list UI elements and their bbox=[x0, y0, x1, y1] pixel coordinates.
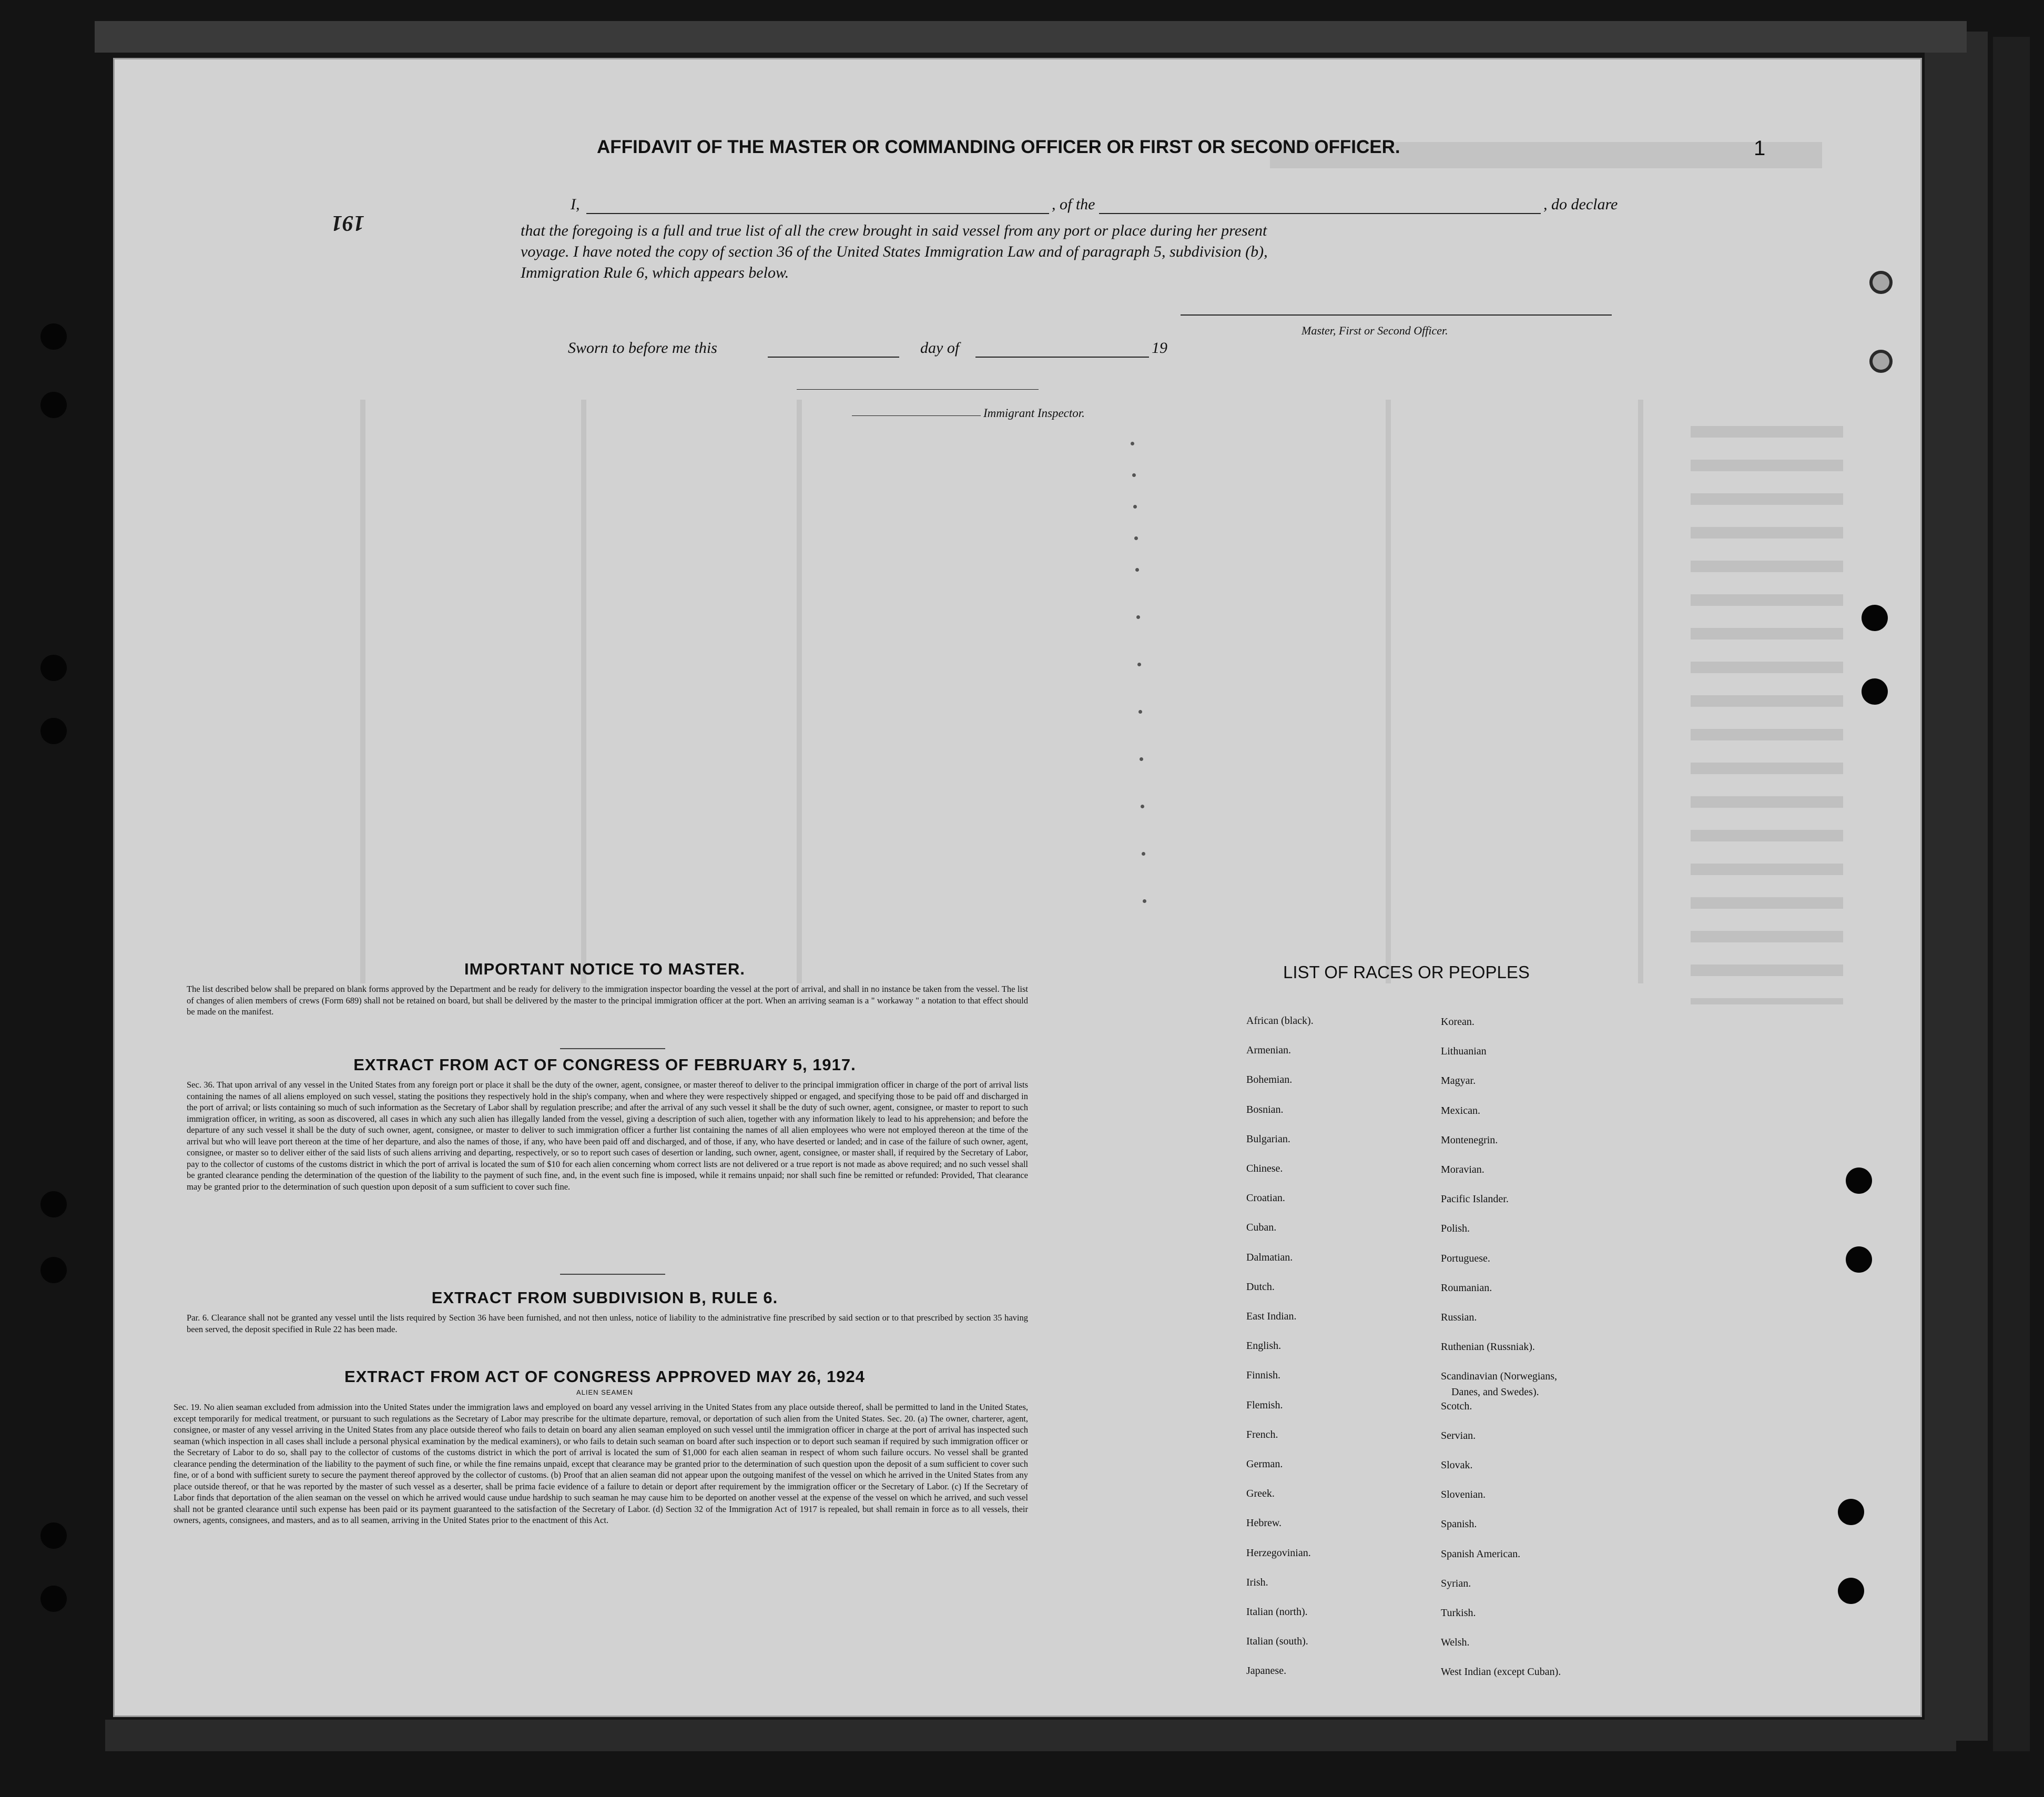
race-right-continuation: Danes, and Swedes). bbox=[1451, 1386, 1539, 1398]
bleed-dot bbox=[1143, 899, 1146, 903]
race-left-item: Italian (north). bbox=[1246, 1606, 1308, 1618]
binder-hole bbox=[40, 655, 67, 681]
master-signature-line bbox=[1181, 314, 1612, 316]
bleed-dot bbox=[1136, 615, 1140, 619]
sworn-month-line bbox=[975, 357, 1149, 358]
page-stack-edge-bottom bbox=[105, 1720, 1956, 1751]
race-right-item: Magyar. bbox=[1441, 1075, 1476, 1087]
race-right-item: Russian. bbox=[1441, 1312, 1477, 1323]
affidavit-body-line-2: voyage. I have noted the copy of section 36 of the United States Immigration Law and of paragraph 5, subdivision (b), bbox=[521, 243, 1268, 260]
race-right-item: Slovenian. bbox=[1441, 1489, 1486, 1500]
race-left-item: Italian (south). bbox=[1246, 1636, 1308, 1647]
race-left-item: Cuban. bbox=[1246, 1222, 1277, 1233]
bleed-through-rows bbox=[1691, 426, 1843, 1004]
binder-hole bbox=[1862, 605, 1888, 631]
race-left-item: Flemish. bbox=[1246, 1399, 1283, 1411]
binder-hole bbox=[1869, 271, 1893, 294]
race-left-item: Chinese. bbox=[1246, 1163, 1283, 1174]
binder-hole bbox=[1846, 1167, 1872, 1194]
binder-hole bbox=[1869, 350, 1893, 373]
race-left-item: English. bbox=[1246, 1340, 1282, 1352]
binder-hole bbox=[40, 1257, 67, 1283]
race-right-item: Ruthenian (Russniak). bbox=[1441, 1341, 1535, 1353]
extract-1917-title: EXTRACT FROM ACT OF CONGRESS OF FEBRUARY 5, 1917. bbox=[353, 1055, 856, 1074]
race-left-item: Bosnian. bbox=[1246, 1104, 1284, 1115]
bleed-dot bbox=[1134, 536, 1138, 540]
inspector-line-upper bbox=[797, 389, 1039, 390]
race-right-item: Lithuanian bbox=[1441, 1045, 1487, 1057]
race-left-item: Herzegovinian. bbox=[1246, 1547, 1311, 1559]
race-right-item: Montenegrin. bbox=[1441, 1134, 1498, 1146]
races-title: LIST OF RACES OR PEOPLES bbox=[1283, 962, 1530, 982]
page-number: 191 bbox=[331, 211, 364, 235]
race-right-item: Spanish. bbox=[1441, 1518, 1477, 1530]
race-left-item: Irish. bbox=[1246, 1577, 1268, 1588]
affidavit-of-the-label: , of the bbox=[1052, 196, 1095, 213]
bleed-dot bbox=[1133, 505, 1137, 509]
vessel-name-line bbox=[1099, 213, 1541, 214]
bleed-through-column-4 bbox=[1386, 400, 1391, 983]
binder-hole bbox=[40, 1522, 67, 1549]
race-right-item: Scandinavian (Norwegians, bbox=[1441, 1370, 1558, 1382]
race-left-item: Dutch. bbox=[1246, 1281, 1275, 1293]
bleed-dot bbox=[1132, 473, 1136, 477]
extract-rule6-title: EXTRACT FROM SUBDIVISION B, RULE 6. bbox=[431, 1288, 778, 1307]
race-right-item: Slovak. bbox=[1441, 1459, 1473, 1471]
bleed-dot bbox=[1137, 663, 1141, 666]
affidavit-i-label: I, bbox=[571, 196, 580, 213]
notice-title: IMPORTANT NOTICE TO MASTER. bbox=[464, 960, 745, 978]
race-right-item: Welsh. bbox=[1441, 1637, 1470, 1648]
race-right-item: Turkish. bbox=[1441, 1607, 1476, 1619]
day-of-label: day of bbox=[920, 339, 960, 357]
binder-hole bbox=[1862, 678, 1888, 705]
race-left-item: Bulgarian. bbox=[1246, 1133, 1290, 1145]
manifest-page bbox=[113, 58, 1922, 1717]
inspector-label: Immigrant Inspector. bbox=[983, 407, 1085, 420]
sworn-label: Sworn to before me this bbox=[568, 339, 717, 357]
race-right-item: Scotch. bbox=[1441, 1400, 1472, 1412]
notice-text: The list described below shall be prepared on blank forms approved by the Department and be ready for delivery to the immigration inspector boarding the vessel at the port of arrival, and shall in no instance be taken from the vessel. The list of changes of alien members of crews (Form 689) shall not be retained on board, but shall be delivered by the master to the principal immigration officer at the port. When an arriving seaman is a " workaway " a notation to that effect should be made on the manifest. bbox=[187, 984, 1028, 1017]
race-left-item: Croatian. bbox=[1246, 1192, 1285, 1204]
bleed-through-column-2 bbox=[581, 400, 586, 983]
binder-hole bbox=[1838, 1499, 1864, 1525]
race-left-item: German. bbox=[1246, 1458, 1283, 1470]
year-prefix: 19 bbox=[1152, 339, 1167, 357]
bleed-dot bbox=[1131, 442, 1134, 445]
binder-hole bbox=[40, 1191, 67, 1217]
master-name-line bbox=[586, 213, 1049, 214]
page-stack-edge-top bbox=[95, 21, 1967, 53]
master-signature-label: Master, First or Second Officer. bbox=[1301, 324, 1448, 337]
race-left-item: Armenian. bbox=[1246, 1044, 1291, 1056]
affidavit-body-line-1: that the foregoing is a full and true list of all the crew brought in said vessel from any port or place during her present bbox=[521, 222, 1267, 239]
race-right-item: Roumanian. bbox=[1441, 1282, 1492, 1294]
race-right-item: Pacific Islander. bbox=[1441, 1193, 1509, 1205]
corner-mark: 1 bbox=[1754, 137, 1766, 160]
bleed-dot bbox=[1135, 568, 1139, 572]
bleed-through-column-3 bbox=[797, 400, 802, 983]
race-left-item: Hebrew. bbox=[1246, 1517, 1282, 1529]
race-left-item: Dalmatian. bbox=[1246, 1252, 1293, 1263]
race-right-item: West Indian (except Cuban). bbox=[1441, 1666, 1561, 1678]
race-left-item: Greek. bbox=[1246, 1488, 1275, 1499]
race-right-item: Servian. bbox=[1441, 1430, 1476, 1441]
race-left-item: French. bbox=[1246, 1429, 1278, 1440]
extract-1924-text: Sec. 19. No alien seaman excluded from admission into the United States under the immigration laws and employed on board any vessel arriving in the United States from any place outside thereof, shall be permitted to land in the United States, except temporarily for medical treatment, or pursuant to such regulations as the Secretary of Labor may prescribe for the ultimate departure, removal, or deportation of such alien from the United States. Sec. 20. (a) The owner, charterer, agent, consignee, or master of any vessel arriving in the United States from any place outside thereof who fails to detain on board any alien seaman employed on such vessel until the immigration officer in charge at the port of arrival has inspected such seaman (which inspection in all cases shall include a personal physical examination by the medical examiners), or who fails to detain such seaman on board after such inspection or to deport such seaman if required by such immigration officer or the Secretary of Labor to do so, shall pay to the collector of customs of the customs district in which the port of arrival is located the sum of $1,000 for each alien seaman in respect of whom such failure occurs. No vessel shall be granted clearance pending the determination of the liability to the payment of such fine, or while the fine remains unpaid, except that clearance may be granted prior to the determination of such question upon the deposit of a sum sufficient to cover such fine, or of a bond with sufficient surety to secure the payment thereof approved by the collector of customs. (b) Proof that an alien seaman did not appear upon the outgoing manifest of the vessel on which he arrived in the United States from any place outside thereof, or that he was reported by the master of such vessel as a deserter, shall be prima facie evidence of a failure to detain or deport after requirement by the immigration officer or the Secretary of Labor. (c) If the Secretary of Labor finds that deportation of the alien seaman on the vessel on which he arrived would cause undue hardship to such seaman he may cause him to be deported on another vessel at the expense of the vessel on which he arrived, and such vessel shall not be granted clearance until such expense has been paid or its payment guaranteed to the satisfaction of the Secretary of Labor. (d) Section 32 of the Immigration Act of 1917 is repealed, but shall remain in force as to all vessels, their owners, agents, consignees, and masters, and as to all seamen, arriving in the United States prior to the enactment of this Act. bbox=[174, 1402, 1028, 1525]
race-right-item: Moravian. bbox=[1441, 1164, 1484, 1175]
bleed-dot bbox=[1142, 852, 1145, 856]
inspector-line bbox=[852, 415, 981, 416]
extract-1924-subtitle: ALIEN SEAMEN bbox=[576, 1388, 634, 1396]
bleed-dot bbox=[1141, 805, 1144, 808]
bleed-dot bbox=[1140, 757, 1143, 761]
race-left-item: Finnish. bbox=[1246, 1369, 1281, 1381]
race-left-item: African (black). bbox=[1246, 1015, 1314, 1027]
race-right-item: Portuguese. bbox=[1441, 1253, 1490, 1264]
bleed-through-column-5 bbox=[1638, 400, 1643, 983]
binder-hole bbox=[40, 392, 67, 418]
race-left-item: East Indian. bbox=[1246, 1311, 1297, 1322]
extract-1924-title: EXTRACT FROM ACT OF CONGRESS APPROVED MAY 26, 1924 bbox=[344, 1367, 865, 1386]
affidavit-body-line-3: Immigration Rule 6, which appears below. bbox=[521, 264, 789, 281]
binder-hole bbox=[1846, 1246, 1872, 1273]
binder-hole bbox=[40, 1586, 67, 1612]
extract-1917-separator bbox=[560, 1274, 665, 1275]
race-right-item: Mexican. bbox=[1441, 1105, 1480, 1116]
binder-hole bbox=[40, 323, 67, 350]
extract-rule6-text: Par. 6. Clearance shall not be granted any vessel until the lists required by Section 36 have been furnished, and not then unless, notice of liability to the administrative fine prescribed by said section or to that prescribed by section 35 having been served, the deposit specified in Rule 22 has been made. bbox=[187, 1313, 1028, 1334]
binder-hole bbox=[40, 718, 67, 744]
race-left-item: Bohemian. bbox=[1246, 1074, 1293, 1085]
race-left-item: Japanese. bbox=[1246, 1665, 1287, 1677]
bleed-dot bbox=[1138, 710, 1142, 714]
race-right-item: Polish. bbox=[1441, 1223, 1470, 1234]
page-stack-edge-far-right bbox=[1993, 37, 2030, 1751]
bleed-through-column-1 bbox=[360, 400, 365, 983]
notice-separator bbox=[560, 1048, 665, 1049]
affidavit-title: AFFIDAVIT OF THE MASTER OR COMMANDING OFFICER OR FIRST OR SECOND OFFICER. bbox=[597, 137, 1400, 157]
race-right-item: Spanish American. bbox=[1441, 1548, 1521, 1560]
race-right-item: Syrian. bbox=[1441, 1578, 1471, 1589]
sworn-day-line bbox=[768, 357, 899, 358]
page-stack-edge-right bbox=[1925, 32, 1988, 1741]
binder-hole bbox=[1838, 1578, 1864, 1604]
race-right-item: Korean. bbox=[1441, 1016, 1474, 1028]
affidavit-do-declare: , do declare bbox=[1543, 196, 1618, 213]
extract-1917-text: Sec. 36. That upon arrival of any vessel in the United States from any foreign port or place it shall be the duty of the owner, agent, consignee, or master thereof to deliver to the principal immigration officer in charge of the port of arrival lists containing the names of all aliens employed on such vessel, stating the positions they respectively hold in the ship's company, when and where they were respectively shipped or engaged, and specifying those to be paid off and discharged in the port of arrival; or lists containing so much of such information as the Secretary of Labor shall by regulation prescribe; and after the arrival of any such vessel it shall be the duty of such owner, agent, consignee, or master to report to such immigration officer, in writing, as soon as discovered, all cases in which any such alien has illegally landed from the vessel, giving a description of such alien, together with any information likely to lead to his apprehension; and before the departure of any such vessel it shall be the duty of such owner, agent, consignee, or master to deliver to such immigration officer a further list containing the names of all alien employees who were not employed thereon at the time of the arrival but who will leave port thereon at the time of her departure, and also the names of those, if any, who have been paid off and discharged, and of those, if any, who have deserted or landed; and in case of the failure of such owner, agent, consignee, or master so to deliver either of the said lists of such aliens arriving and departing, respectively, or so to report such cases of desertion or landing, such owner, agent, consignee, or master shall, if required by the Secretary of Labor, pay to the collector of customs of the customs district in which the port of arrival is located the sum of $10 for each alien concerning whom correct lists are not delivered or a true report is not made as above required; and no such vessel shall be granted clearance pending the determination of the question of the liability to the payment of such fine, and, in the event such fine is imposed, while it remains unpaid; nor shall such fine be remitted or refunded: Provided, That clearance may be granted prior to the determination of such question upon deposit of a sum sufficient to cover such fine. bbox=[187, 1080, 1028, 1192]
